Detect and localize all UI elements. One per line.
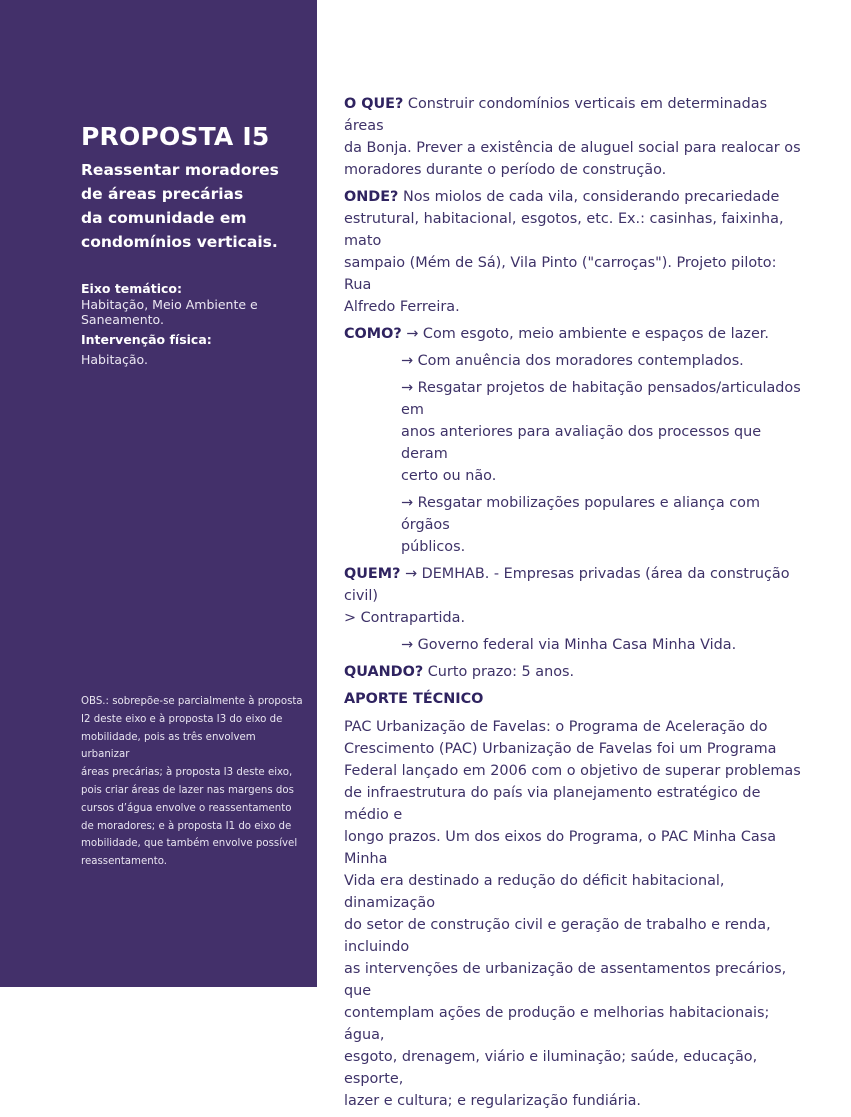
intervencao-label: Intervenção física: — [81, 332, 212, 347]
quem-item: → Governo federal via Minha Casa Minha Vida. — [401, 637, 737, 653]
onde-label: ONDE? — [344, 189, 399, 205]
como-paragraph — [344, 323, 804, 345]
proposal-subtitle: Reassentar moradores de áreas precárias da comunidade em condomínios verticais. — [81, 161, 279, 251]
como-label: COMO? — [344, 326, 402, 342]
sidebar-panel — [0, 0, 317, 987]
aporte-text: PAC Urbanização de Favelas: o Programa de Aceleração do Crescimento (PAC) Urbanização de Favelas foi um Programa Federal lançado em 2006 com o objetivo de superar problemas de infraestrutura do país via planejamento estratégico de médio e longo prazos. Um dos eixos do Programa, o PAC Minha Casa Minha Vida era destinado a redução do déficit habitacional, dinamização do setor de construção civil e geração de trabalho e renda, incluindo as intervenções de urbanização de assentamentos precários, que contemplam ações de produção e melhorias habitacionais; água, esgoto, drenagem, viário e iluminação; saúde, educação, esporte, lazer e cultura; e regularização fundiária. — [344, 719, 801, 1109]
aporte-heading: APORTE TÉCNICO — [344, 691, 484, 707]
quando-text: Curto prazo: 5 anos. — [423, 664, 575, 680]
quem-label: QUEM? — [344, 566, 401, 582]
quando-paragraph — [344, 661, 804, 683]
eixo-value: Habitação, Meio Ambiente e Saneamento. — [81, 297, 258, 327]
quando-label: QUANDO? — [344, 664, 424, 680]
oque-label: O QUE? — [344, 96, 404, 112]
intervencao-value: Habitação. — [81, 352, 148, 367]
quem-text: → DEMHAB. - Empresas privadas (área da construção civil) > Contrapartida. — [344, 566, 790, 626]
eixo-label: Eixo temático: — [81, 281, 182, 296]
obs-note: OBS.: sobrepõe-se parcialmente à proposta I2 deste eixo e à proposta I3 do eixo de mobilidade, pois as três envolvem urbanizar áreas precárias; à proposta I3 deste eixo, pois criar áreas de lazer nas margens dos cursos d’água envolve o reassentamento de moradores; e à proposta I1 do eixo de mobilidade, que também envolve possível reassentamento. — [81, 696, 303, 868]
onde-text: Nos miolos de cada vila, considerando precariedade estrutural, habitacional, esgotos, etc. Ex.: casinhas, faixinha, mato sampaio (Mém de Sá), Vila Pinto ("carroças"). Projeto piloto: Rua Alfredo Ferreira. — [344, 189, 784, 315]
como-item: → Com anuência dos moradores contemplados. — [401, 353, 744, 369]
quem-paragraph — [344, 563, 804, 629]
onde-paragraph — [344, 186, 804, 318]
proposal-title: PROPOSTA I5 — [81, 122, 270, 151]
como-text: → Com esgoto, meio ambiente e espaços de lazer. — [401, 326, 769, 342]
proposal-content — [344, 93, 804, 1117]
como-item: → Resgatar mobilizações populares e aliança com órgãos públicos. — [401, 495, 760, 555]
como-item: → Resgatar projetos de habitação pensados/articulados em anos anteriores para avaliação dos processos que deram certo ou não. — [401, 380, 801, 484]
proposal-meta — [81, 280, 296, 371]
oque-text: Construir condomínios verticais em determinadas áreas da Bonja. Prever a existência de aluguel social para realocar os moradores durante o período de construção. — [344, 96, 801, 178]
oque-paragraph — [344, 93, 804, 181]
